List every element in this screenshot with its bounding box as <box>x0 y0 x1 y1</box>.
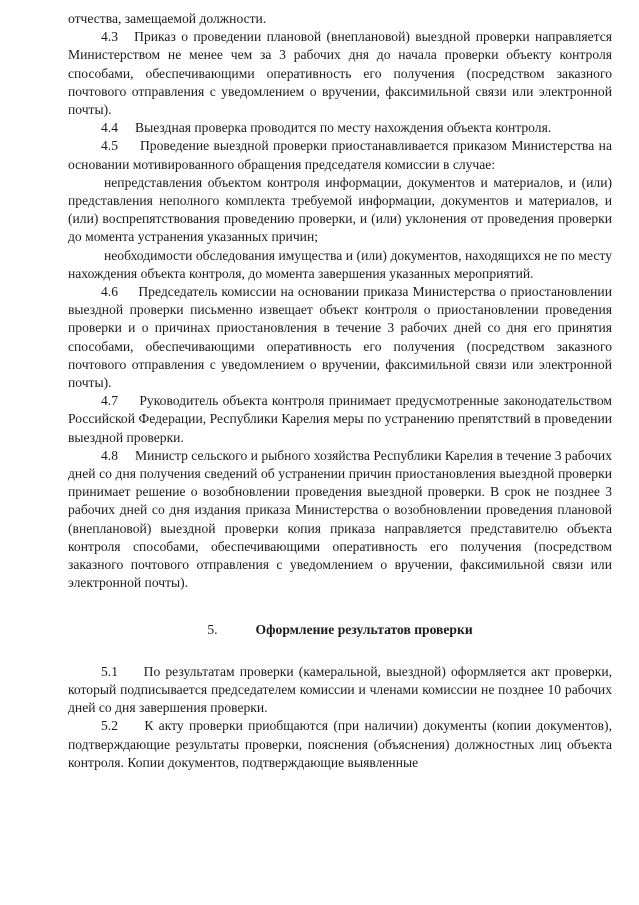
paragraph-4-5-item-b: необходимости обследования имущества и (или) документов, находящихся не по месту нахождения объекта контроля, до момента завершения указанных мероприятий. <box>68 247 612 281</box>
paragraph-number: 4.3 <box>101 29 118 45</box>
paragraph-number: 5.1 <box>101 663 118 679</box>
paragraph-text: Руководитель объекта контроля принимает предусмотренные законодательством Российской Федерации, Республики Карелия меры по устранению препятствий в проведении выездной проверки. <box>68 393 612 445</box>
paragraph-text: К акту проверки приобщаются (при наличии) документы (копии документов), подтверждающие результаты проверки, пояснения (объяснения) должностных лиц объекта контроля. Копии документов, подтверждающие выявленные <box>68 718 612 770</box>
paragraph-number: 4.8 <box>101 447 118 463</box>
paragraph-number: 5.2 <box>101 718 118 734</box>
paragraph-text: По результатам проверки (камеральной, выездной) оформляется акт проверки, который подписывается председателем комиссии и членами комиссии не позднее 10 рабочих дней со дня завершения проверки. <box>68 663 612 716</box>
paragraph-5-2 <box>68 717 612 772</box>
paragraph-5-1 <box>68 663 612 718</box>
paragraph-4-6 <box>68 283 612 392</box>
paragraph-text: Проведение выездной проверки приостанавливается приказом Министерства на основании мотивированного обращения председателя комиссии в случае: <box>68 138 612 172</box>
paragraph-4-8 <box>68 447 612 593</box>
paragraph-text: Министр сельского и рыбного хозяйства Республики Карелия в течение 3 рабочих дней со дня получения сведений об устранении причин приостановления выездной проверки принимает решение о возобновлении проведения выездной проверки. В срок не позднее 3 рабочих дней со дня издания приказа Министерства о возобновлении проведения плановой (внеплановой) выездной проверки копия приказа направляется представителю объекта контроля способами, обеспечивающими оперативность его получения (посредством заказного почтового отправления с уведомлением о вручении, факсимильной связи или электронной почты). <box>68 447 612 591</box>
paragraph-number: 4.4 <box>101 120 118 136</box>
section-heading-5 <box>68 621 612 639</box>
paragraph-number: 4.7 <box>101 393 118 409</box>
paragraph-continuation: отчества, замещаемой должности. <box>68 11 267 26</box>
paragraph-text: Председатель комиссии на основании приказа Министерства о приостановлении выездной проверки письменно извещает объект контроля о приостановлении проведения проверки и о причинах приостановления в течение 3 рабочих дней со дня его принятия способами, обеспечивающими оперативность его получения (посредством заказного почтового отправления с уведомлением о вручении, факсимильной связи или электронной почты). <box>68 284 612 391</box>
paragraph-4-4 <box>68 119 612 137</box>
section-title: Оформление результатов проверки <box>255 621 473 637</box>
paragraph-text: Выездная проверка проводится по месту нахождения объекта контроля. <box>135 120 552 136</box>
paragraph-4-3 <box>68 28 612 119</box>
paragraph-4-5 <box>68 137 612 173</box>
paragraph-4-5-item-a: непредставления объектом контроля информации, документов и материалов, и (или) представления неполного комплекта требуемой информации, документов и материалов, и (или) воспрепятствования проведению проверки, и (или) уклонения от проведения проверки до момента устранения указанных причин; <box>68 174 612 245</box>
paragraph-4-7 <box>68 392 612 447</box>
paragraph-number: 4.6 <box>101 284 118 300</box>
paragraph-number: 4.5 <box>101 138 118 154</box>
paragraph-text: Приказ о проведении плановой (внеплановой) выездной проверки направляется Министерством не менее чем за 3 рабочих дня до начала проверки объекту контроля способами, обеспечивающими оперативность его получения (посредством заказного почтового отправления с уведомлением о вручении, факсимильной связи или электронной почты). <box>68 29 612 118</box>
section-number: 5. <box>207 621 218 637</box>
